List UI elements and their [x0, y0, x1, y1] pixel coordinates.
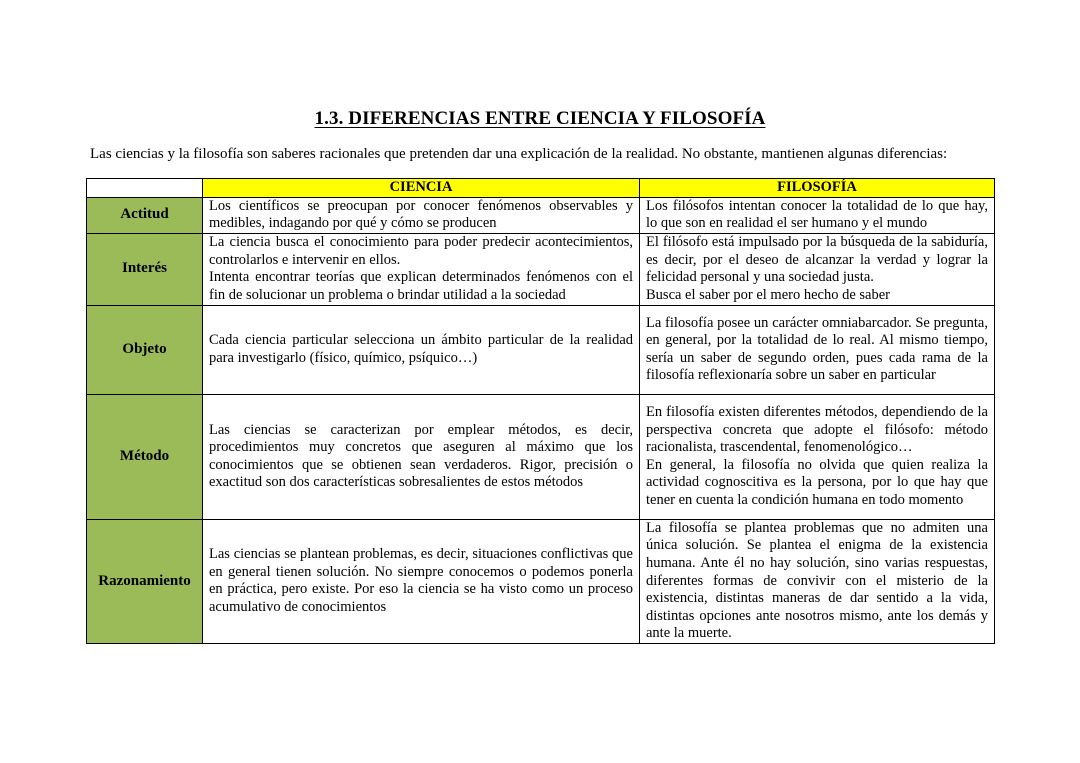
comparison-table: [86, 178, 995, 644]
row-label-actitud: Actitud: [87, 197, 203, 233]
cell-ciencia-razonamiento: [203, 519, 640, 643]
cell-ciencia-interes: [203, 233, 640, 305]
row-label-razonamiento: Razonamiento: [87, 519, 203, 643]
page-title: 1.3. DIFERENCIAS ENTRE CIENCIA Y FILOSOFÍA: [314, 108, 766, 129]
cell-ciencia-metodo: [203, 394, 640, 519]
cell-text: La ciencia busca el conocimiento para poder predecir acontecimientos, controlarlos e intervenir en ellos.: [209, 234, 633, 268]
table-row: [87, 394, 995, 519]
cell-text: Las ciencias se caracterizan por emplear métodos, es decir, procedimientos muy concretos que aseguren al máximo que los conocimientos que se obtienen sean verdaderos. Rigor, precisión o exactitud son dos características sobresalientes de estos métodos: [209, 421, 633, 491]
cell-text: La filosofía se plantea problemas que no admiten una única solución. Se plantea el enigma de la existencia humana. Ante él no hay solución, sino varias respuestas, diferentes formas de convivir con el misterio de la existencia, distintas maneras de dar sentido a la vida, distintas opciones ante nosotros mismo, ante los demás y ante la muerte.: [646, 519, 988, 642]
corner-cell: [87, 179, 203, 198]
cell-ciencia-objeto: [203, 305, 640, 394]
cell-filosofia-metodo: [640, 394, 995, 519]
header-row: [87, 179, 995, 198]
cell-filosofia-razonamiento: [640, 519, 995, 643]
row-label-interes: Interés: [87, 233, 203, 305]
intro-paragraph: Las ciencias y la filosofía son saberes racionales que pretenden dar una explicación de la realidad. No obstante, mantienen algunas diferencias:: [90, 146, 948, 162]
header-filosofia: FILOSOFÍA: [640, 179, 995, 198]
cell-filosofia-actitud: [640, 197, 995, 233]
cell-text: Cada ciencia particular selecciona un ámbito particular de la realidad para investigarlo (físico, químico, psíquico…): [209, 332, 633, 366]
cell-text: El filósofo está impulsado por la búsqueda de la sabiduría, es decir, por el deseo de alcanzar la verdad y lograr la felicidad personal y una sociedad justa.: [646, 234, 988, 286]
cell-text: Los científicos se preocupan por conocer fenómenos observables y medibles, indagando por qué y cómo se producen: [209, 197, 633, 232]
table-row: [87, 519, 995, 643]
cell-text: La filosofía posee un carácter omniabarcador. Se pregunta, en general, por la totalidad de lo real. Al mismo tiempo, sería un saber de segundo orden, pues cada rama de la filosofía reflexionaría sobre un saber en particular: [646, 314, 988, 384]
cell-text: Las ciencias se plantean problemas, es decir, situaciones conflictivas que en general tienen solución. No siempre conocemos o podemos ponerla en práctica, pero existe. Por eso la ciencia se ha visto como un proceso acumulativo de conocimientos: [209, 546, 633, 615]
row-label-objeto: Objeto: [87, 305, 203, 394]
table-row: [87, 305, 995, 394]
table-row: [87, 197, 995, 233]
cell-text: En general, la filosofía no olvida que quien realiza la actividad cognoscitiva es la persona, por lo que hay que tener en cuenta la condición humana en todo momento: [646, 456, 988, 508]
table-row: [87, 233, 995, 305]
cell-text: Intenta encontrar teorías que explican determinados fenómenos con el fin de solucionar un problema o brindar utilidad a la sociedad: [209, 269, 633, 303]
row-label-metodo: Método: [87, 394, 203, 519]
cell-text: Busca el saber por el mero hecho de saber: [646, 286, 890, 303]
header-ciencia: CIENCIA: [203, 179, 640, 198]
cell-ciencia-actitud: [203, 197, 640, 233]
cell-text: Los filósofos intentan conocer la totalidad de lo que hay, lo que son en realidad el ser humano y el mundo: [646, 197, 988, 232]
cell-filosofia-interes: [640, 233, 995, 305]
cell-text: En filosofía existen diferentes métodos, dependiendo de la perspectiva concreta que adopte el filósofo: método racionalista, trascendental, fenomenológico…: [646, 404, 988, 456]
cell-filosofia-objeto: [640, 305, 995, 394]
